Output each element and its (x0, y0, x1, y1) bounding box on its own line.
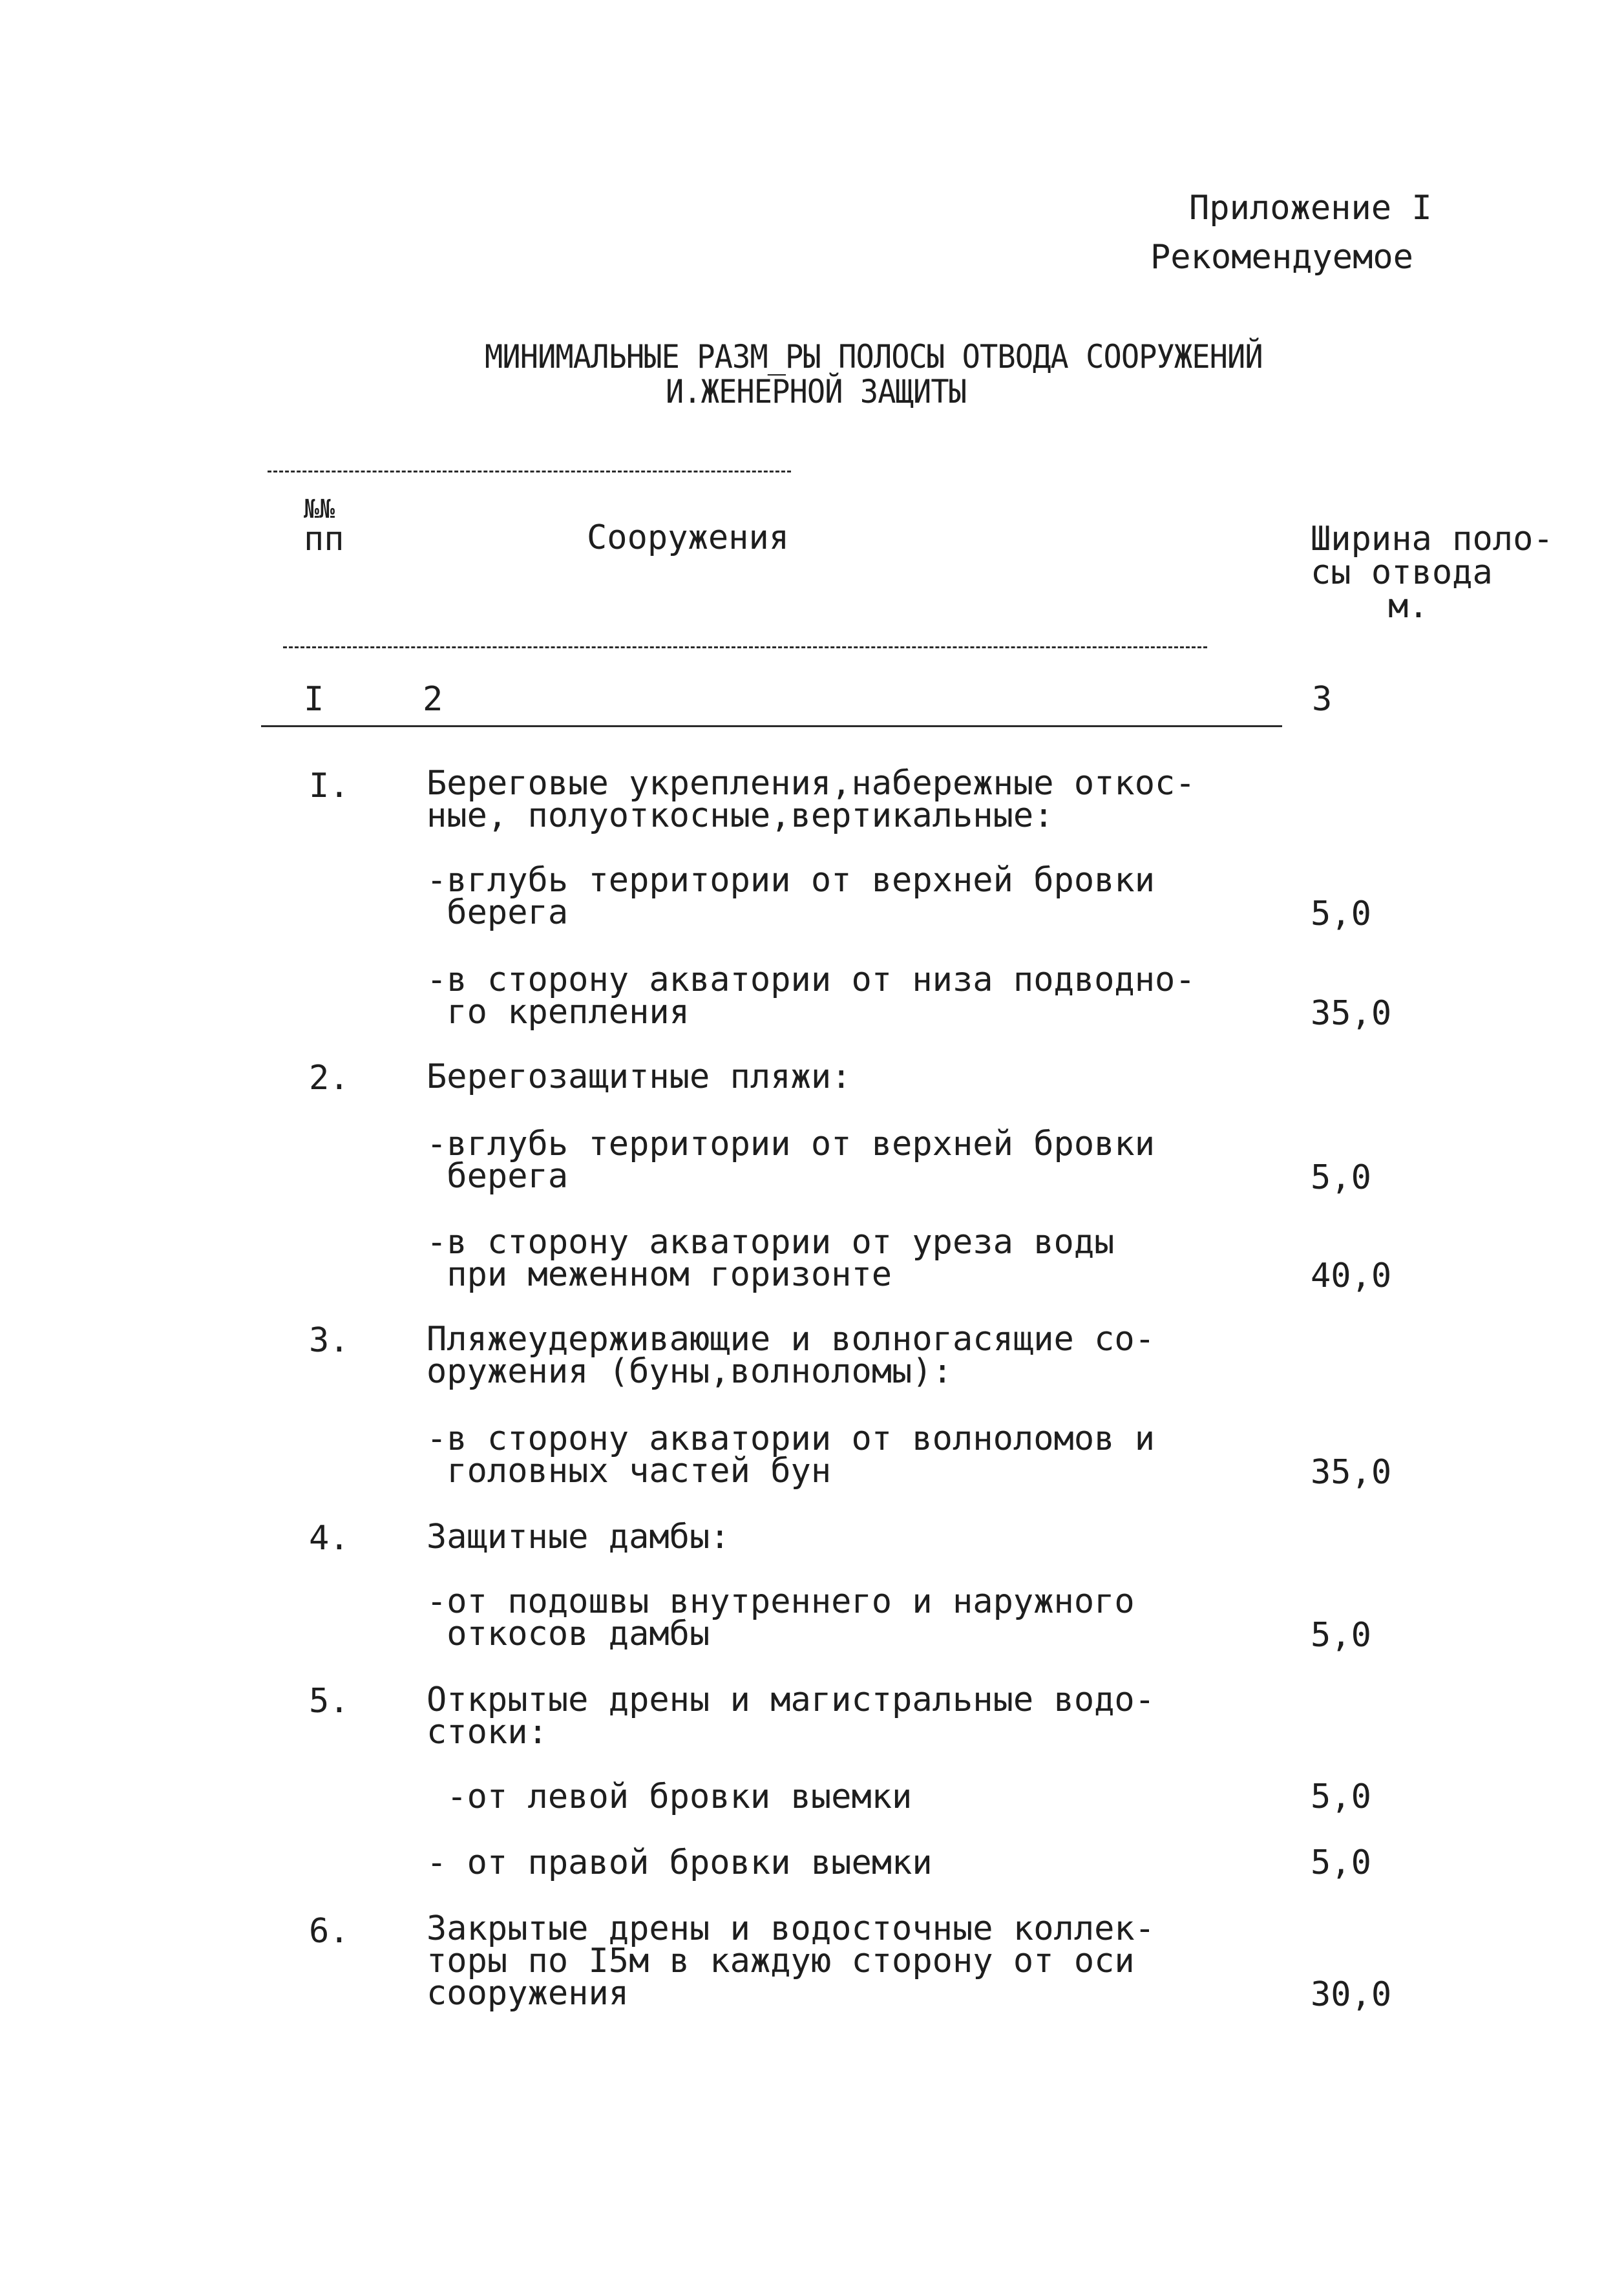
row-name-line: -от подошвы внутреннего и наружного (427, 1582, 1135, 1621)
row-name-line: Открытые дрены и магистральные водо- (427, 1681, 1155, 1719)
row-name-line: -в сторону акватории от низа подводно- (427, 960, 1196, 999)
row-name-line: Береговые укрепления,набережные откос- (427, 764, 1196, 803)
row-name-line: Берегозащитные пляжи: (427, 1057, 852, 1096)
row-value: 5,0 (1311, 1158, 1371, 1197)
row-value: 5,0 (1311, 895, 1371, 933)
row-number: 4. (309, 1519, 350, 1558)
row-name-line: го крепления (427, 993, 690, 1032)
row-number: 2. (309, 1059, 350, 1098)
row-number: 5. (309, 1682, 350, 1721)
col-header-width-1: Ширина поло- (1311, 520, 1554, 558)
column-number-rule (261, 725, 1282, 727)
col-number-2: 2 (423, 680, 443, 719)
row-name-line: Пляжеудерживающие и волногасящие со- (427, 1320, 1155, 1359)
row-name-line: берега (427, 893, 569, 932)
col-number-1: I (304, 680, 324, 719)
col-header-width-2: сы отвода (1311, 553, 1493, 592)
row-value: 5,0 (1311, 1777, 1371, 1816)
row-name-line: -от левой бровки выемки (427, 1777, 912, 1816)
row-number: I. (309, 767, 350, 805)
row-name-line: берега (427, 1157, 569, 1196)
row-name-line: - от правой бровки выемки (427, 1843, 933, 1882)
row-name-line: откосов дамбы (427, 1615, 710, 1653)
row-value: 5,0 (1311, 1616, 1371, 1655)
row-name-line: ные, полуоткосные,вертикальные: (427, 796, 1054, 835)
col-header-number-2: пп (304, 520, 344, 558)
row-name-line: -в сторону акватории от уреза воды (427, 1223, 1115, 1262)
col-header-structures: Сооружения (587, 518, 790, 557)
col-number-3: 3 (1312, 680, 1333, 719)
row-number: 3. (309, 1321, 350, 1360)
col-header-width-3: м. (1388, 587, 1429, 626)
row-value: 35,0 (1311, 994, 1392, 1033)
row-name-line: -вглубь территории от верхней бровки (427, 861, 1155, 900)
row-name-line: торы по I5м в каждую сторону от оси (427, 1942, 1135, 1980)
row-value: 40,0 (1311, 1257, 1392, 1295)
row-name-line: -вглубь территории от верхней бровки (427, 1125, 1155, 1163)
header-bottom-rule (283, 646, 1207, 648)
row-value: 35,0 (1311, 1453, 1392, 1492)
row-value: 5,0 (1311, 1843, 1371, 1882)
row-name-line: при меженном горизонте (427, 1255, 892, 1294)
row-name-line: сооружения (427, 1974, 629, 2013)
recommended-label: Рекомендуемое (1150, 238, 1413, 277)
row-name-line: оружения (буны,волноломы): (427, 1352, 953, 1391)
col-header-number-1: №№ (304, 494, 335, 524)
row-name-line: Защитные дамбы: (427, 1518, 730, 1556)
row-value: 30,0 (1311, 1975, 1392, 2014)
row-name-line: -в сторону акватории от волноломов и (427, 1419, 1155, 1458)
row-name-line: Закрытые дрены и водосточные коллек- (427, 1909, 1155, 1948)
row-number: 6. (309, 1912, 350, 1951)
document-title-line-1: МИНИМАЛЬНЫЕ РАЗМ_РЫ ПОЛОСЫ ОТВОДА СООРУЖЕНИЙ (485, 338, 1263, 376)
row-name-line: головных частей бун (427, 1452, 832, 1491)
appendix-label: Приложение I (1189, 189, 1432, 228)
document-title-line-2: И.ЖЕНЕРНОЙ ЗАЩИТЫ (666, 373, 967, 410)
table-top-rule (268, 471, 791, 472)
row-name-line: стоки: (427, 1713, 548, 1752)
